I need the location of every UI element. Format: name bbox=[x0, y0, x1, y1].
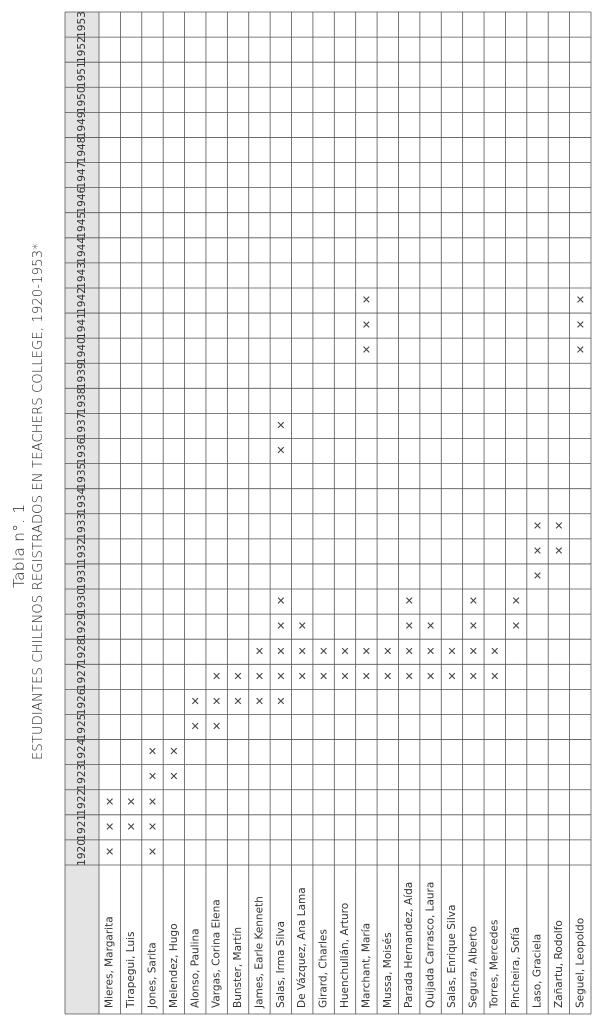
student-name: Salas, Irma Silva bbox=[274, 921, 287, 1008]
student-name: James, Earle Kenneth bbox=[253, 896, 266, 1008]
student-name: Mussa, Moisés bbox=[381, 932, 394, 1008]
enrollment-mark: ✕ bbox=[147, 795, 158, 809]
year-label: 1929 bbox=[76, 613, 88, 641]
enrollment-mark: ✕ bbox=[318, 644, 329, 658]
enrollment-mark: ✕ bbox=[425, 619, 436, 633]
enrollment-mark: ✕ bbox=[575, 293, 585, 307]
enrollment-mark: ✕ bbox=[361, 293, 372, 307]
enrollment-mark: ✕ bbox=[554, 544, 564, 558]
enrollment-mark: ✕ bbox=[212, 694, 222, 708]
enrollment-mark: ✕ bbox=[169, 745, 179, 759]
year-label: 1941 bbox=[76, 312, 88, 339]
enrollment-mark: ✕ bbox=[233, 669, 243, 683]
enrollment-mark: ✕ bbox=[490, 644, 500, 658]
enrollment-mark: ✕ bbox=[383, 669, 393, 683]
enrollment-mark: ✕ bbox=[383, 644, 393, 658]
corner-cell bbox=[65, 865, 99, 1014]
enrollment-mark: ✕ bbox=[532, 519, 543, 533]
student-name: Quijada Carrasco, Laura bbox=[424, 881, 437, 1008]
enrollment-mark: ✕ bbox=[575, 343, 585, 357]
enrollment-mark: ✕ bbox=[254, 669, 265, 683]
year-label: 1925 bbox=[76, 713, 88, 741]
year-label: 1948 bbox=[76, 136, 88, 164]
year-label: 1942 bbox=[76, 287, 88, 314]
enrollment-mark: ✕ bbox=[361, 318, 372, 332]
enrollment-mark: ✕ bbox=[532, 569, 543, 583]
enrollment-mark: ✕ bbox=[276, 619, 286, 633]
enrollment-mark: ✕ bbox=[169, 770, 179, 784]
enrollment-mark: ✕ bbox=[340, 669, 350, 683]
enrollment-mark: ✕ bbox=[105, 820, 115, 834]
enrollment-mark: ✕ bbox=[554, 519, 564, 533]
student-name: Bunster, Martín bbox=[232, 926, 245, 1008]
enrollment-mark: ✕ bbox=[105, 845, 115, 859]
enrollment-mark: ✕ bbox=[468, 669, 478, 683]
enrollment-mark: ✕ bbox=[147, 820, 158, 834]
year-label: 1938 bbox=[76, 387, 88, 415]
year-label: 1924 bbox=[76, 738, 88, 766]
enrollment-mark: ✕ bbox=[425, 644, 436, 658]
enrollment-mark: ✕ bbox=[297, 669, 307, 683]
student-name: Vargas, Corina Elena bbox=[210, 899, 223, 1008]
year-label: 1932 bbox=[76, 538, 88, 565]
year-label: 1943 bbox=[76, 262, 88, 289]
enrollment-mark: ✕ bbox=[212, 669, 222, 683]
enrollment-mark: ✕ bbox=[532, 544, 543, 558]
enrollment-mark: ✕ bbox=[212, 720, 222, 734]
enrollment-mark: ✕ bbox=[318, 669, 329, 683]
enrollment-mark: ✕ bbox=[254, 694, 265, 708]
enrollment-mark: ✕ bbox=[147, 745, 158, 759]
year-label: 1951 bbox=[76, 61, 88, 89]
student-name: Marchant, María bbox=[360, 922, 373, 1008]
enrollment-mark: ✕ bbox=[190, 720, 200, 734]
year-label: 1931 bbox=[76, 563, 88, 590]
student-name: Salas, Enrique Silva bbox=[445, 904, 458, 1008]
enrollment-mark: ✕ bbox=[340, 644, 350, 658]
enrollment-mark: ✕ bbox=[126, 795, 136, 809]
year-label: 1945 bbox=[76, 211, 88, 239]
year-label: 1950 bbox=[76, 86, 88, 114]
year-label: 1946 bbox=[76, 186, 88, 214]
enrollment-mark: ✕ bbox=[105, 795, 115, 809]
year-label: 1953 bbox=[76, 11, 88, 38]
student-name: Seguel, Leopoldo bbox=[574, 917, 587, 1008]
student-name: Pincheira, Sofía bbox=[510, 926, 523, 1008]
enrollment-mark: ✕ bbox=[276, 694, 286, 708]
enrollment-mark: ✕ bbox=[254, 644, 265, 658]
enrollment-mark: ✕ bbox=[575, 318, 585, 332]
year-label: 1933 bbox=[76, 512, 88, 540]
year-label: 1923 bbox=[76, 763, 88, 791]
enrollment-mark: ✕ bbox=[447, 669, 457, 683]
enrollment-mark: ✕ bbox=[425, 669, 436, 683]
enrollment-mark: ✕ bbox=[233, 694, 243, 708]
enrollment-mark: ✕ bbox=[276, 418, 286, 432]
enrollment-mark: ✕ bbox=[126, 820, 136, 834]
enrollment-mark: ✕ bbox=[276, 594, 286, 608]
enrollment-mark: ✕ bbox=[447, 644, 457, 658]
year-label: 1922 bbox=[76, 788, 88, 816]
enrollment-mark: ✕ bbox=[468, 619, 478, 633]
student-name: De Vázquez, Ana Lama bbox=[296, 887, 309, 1008]
student-name: Laso, Graciela bbox=[531, 933, 544, 1008]
enrollment-mark: ✕ bbox=[147, 770, 158, 784]
student-name: Melendez, Hugo bbox=[167, 923, 180, 1008]
enrollment-mark: ✕ bbox=[404, 594, 414, 608]
year-label: 1934 bbox=[76, 487, 88, 515]
enrollment-mark: ✕ bbox=[361, 644, 372, 658]
enrollment-mark: ✕ bbox=[190, 694, 200, 708]
student-name: Mieres, Margarita bbox=[103, 916, 116, 1008]
year-label: 1952 bbox=[76, 36, 88, 63]
enrollment-mark: ✕ bbox=[297, 619, 307, 633]
enrollment-mark: ✕ bbox=[404, 669, 414, 683]
enrollment-mark: ✕ bbox=[297, 644, 307, 658]
student-name: Tirapegui, Luis bbox=[125, 931, 138, 1008]
enrollment-mark: ✕ bbox=[276, 644, 286, 658]
enrollment-mark: ✕ bbox=[361, 343, 372, 357]
student-name: Parada Hernandez, Aída bbox=[403, 881, 416, 1008]
enrollment-mark: ✕ bbox=[404, 644, 414, 658]
year-label: 1940 bbox=[76, 337, 88, 365]
enrollment-mark: ✕ bbox=[468, 594, 478, 608]
enrollment-mark: ✕ bbox=[511, 619, 521, 633]
table-subtitle: ESTUDIANTES CHILENOS REGISTRADOS EN TEACHERS COLLEGE, 1920-1953* bbox=[31, 243, 46, 760]
student-name: Jones, Sarita bbox=[146, 942, 159, 1008]
year-label: 1937 bbox=[76, 412, 88, 440]
year-label: 1935 bbox=[76, 462, 88, 490]
student-name: Zañartu, Rodolfo bbox=[552, 920, 565, 1008]
year-label: 1947 bbox=[76, 161, 88, 189]
enrollment-mark: ✕ bbox=[276, 669, 286, 683]
enrollment-mark: ✕ bbox=[404, 619, 414, 633]
year-label: 1927 bbox=[76, 663, 88, 691]
student-name: Segura, Alberto bbox=[467, 926, 480, 1008]
student-name: Alonso, Paulina bbox=[189, 928, 202, 1008]
enrollment-mark: ✕ bbox=[147, 845, 158, 859]
table-title: Tabla n°. 1 bbox=[10, 503, 28, 588]
year-label: 1936 bbox=[76, 437, 88, 465]
enrollment-mark: ✕ bbox=[468, 644, 478, 658]
enrollment-mark: ✕ bbox=[511, 594, 521, 608]
year-label: 1930 bbox=[76, 588, 88, 615]
student-name: Torres, Mercedes bbox=[488, 919, 501, 1008]
year-label: 1944 bbox=[76, 236, 89, 264]
student-name: Girard, Charles bbox=[317, 929, 330, 1008]
year-label: 1949 bbox=[76, 111, 89, 139]
enrollment-mark: ✕ bbox=[490, 669, 500, 683]
year-label: 1921 bbox=[76, 814, 88, 841]
year-label: 1939 bbox=[76, 362, 88, 390]
year-label: 1920 bbox=[76, 839, 88, 866]
enrollment-mark: ✕ bbox=[361, 669, 372, 683]
year-label: 1926 bbox=[76, 688, 88, 716]
student-name: Huenchullán, Arturo bbox=[339, 902, 351, 1008]
year-label: 1928 bbox=[76, 638, 88, 666]
enrollment-mark: ✕ bbox=[276, 444, 286, 458]
